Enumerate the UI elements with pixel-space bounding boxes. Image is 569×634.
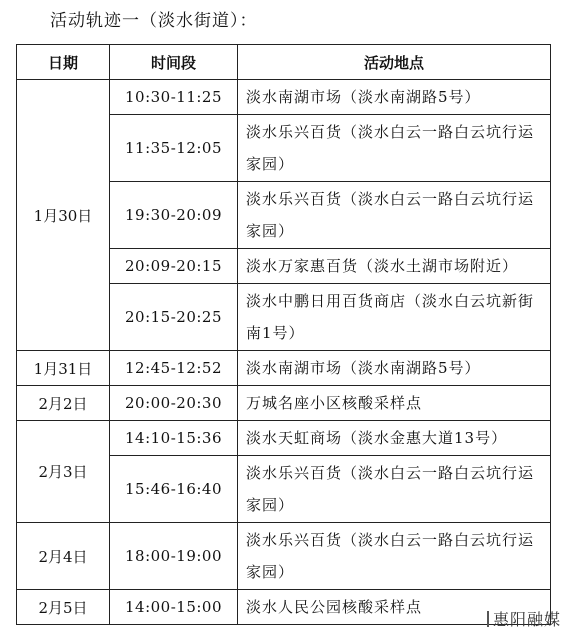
- table-row: [17, 523, 551, 590]
- header-time: 时间段: [110, 45, 238, 80]
- table-row: [17, 421, 551, 456]
- place-cell: 淡水乐兴百货（淡水白云一路白云坑行运家园）: [238, 523, 551, 590]
- time-cell: 14:10-15:36: [110, 421, 238, 456]
- time-cell: 20:09-20:15: [110, 249, 238, 284]
- page-title: 活动轨迹一（淡水街道）：: [50, 11, 258, 31]
- time-cell: 14:00-15:00: [110, 590, 238, 625]
- place-cell: 淡水万家惠百货（淡水土湖市场附近）: [238, 249, 551, 284]
- place-cell: 淡水南湖市场（淡水南湖路5号）: [238, 351, 551, 386]
- watermark-text: 惠阳融媒: [492, 610, 561, 629]
- date-cell: 2月2日: [17, 386, 110, 421]
- place-cell: 淡水天虹商场（淡水金惠大道13号）: [238, 421, 551, 456]
- watermark-bar-icon: [487, 611, 489, 627]
- time-cell: 10:30-11:25: [110, 80, 238, 115]
- header-place: 活动地点: [238, 45, 551, 80]
- table-header-row: [17, 45, 551, 80]
- date-cell: 2月3日: [17, 421, 110, 523]
- date-cell: 1月30日: [17, 80, 110, 351]
- time-cell: 12:45-12:52: [110, 351, 238, 386]
- table-row: [17, 590, 551, 625]
- time-cell: 20:00-20:30: [110, 386, 238, 421]
- place-cell: 淡水乐兴百货（淡水白云一路白云坑行运家园）: [238, 182, 551, 249]
- place-cell: 淡水乐兴百货（淡水白云一路白云坑行运家园）: [238, 115, 551, 182]
- time-cell: 19:30-20:09: [110, 182, 238, 249]
- date-cell: 1月31日: [17, 351, 110, 386]
- time-cell: 11:35-12:05: [110, 115, 238, 182]
- activity-table: [16, 44, 551, 625]
- time-cell: 15:46-16:40: [110, 456, 238, 523]
- table-row: [17, 80, 551, 115]
- place-cell: 万城名座小区核酸采样点: [238, 386, 551, 421]
- header-date: 日期: [17, 45, 110, 80]
- watermark-logo: [487, 607, 561, 630]
- table-row: [17, 386, 551, 421]
- time-cell: 20:15-20:25: [110, 284, 238, 351]
- place-cell: 淡水人民公园核酸采样点: [238, 590, 551, 625]
- place-cell: 淡水南湖市场（淡水南湖路5号）: [238, 80, 551, 115]
- date-cell: 2月5日: [17, 590, 110, 625]
- table-row: [17, 351, 551, 386]
- time-cell: 18:00-19:00: [110, 523, 238, 590]
- date-cell: 2月4日: [17, 523, 110, 590]
- place-cell: 淡水中鹏日用百货商店（淡水白云坑新街南1号）: [238, 284, 551, 351]
- place-cell: 淡水乐兴百货（淡水白云一路白云坑行运家园）: [238, 456, 551, 523]
